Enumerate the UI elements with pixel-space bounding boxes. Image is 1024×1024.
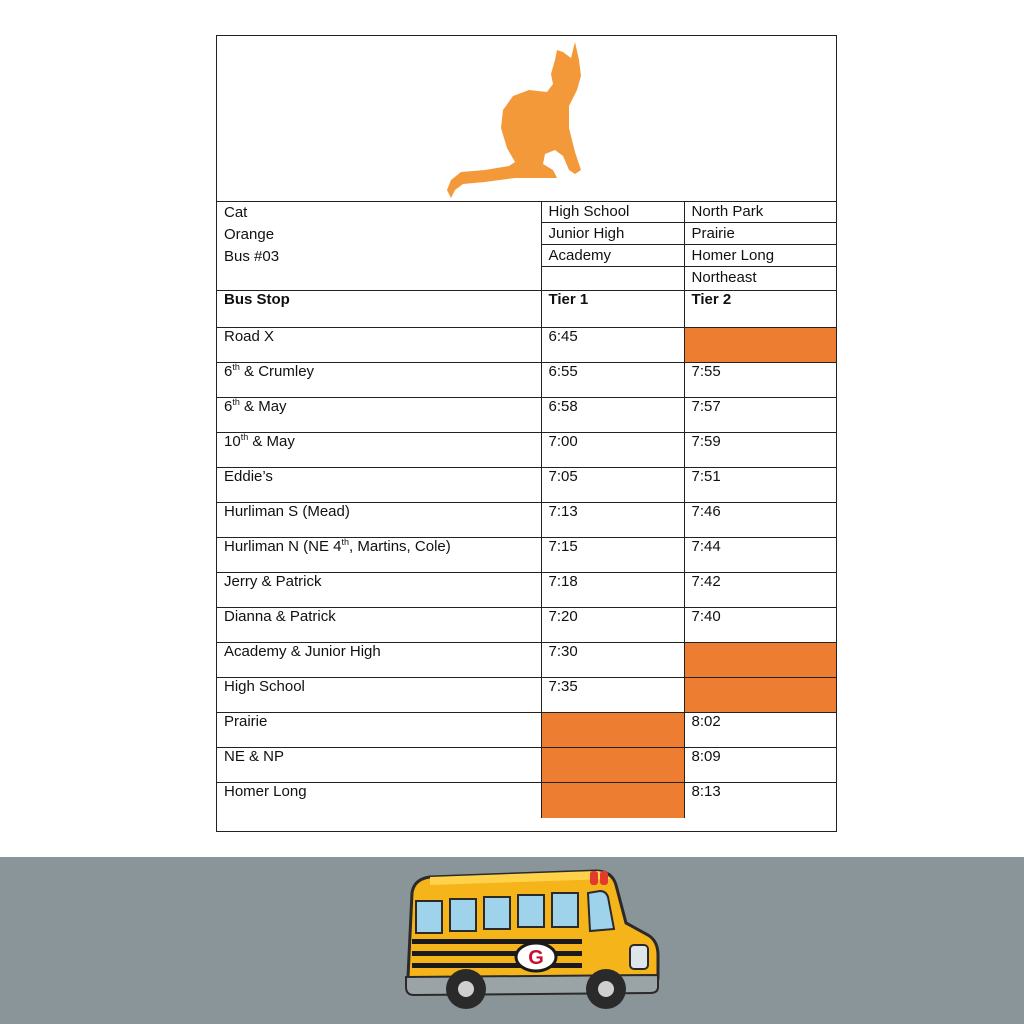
tier1-time-cell: 7:20 [541,608,684,643]
tier1-time-cell: 7:35 [541,678,684,713]
stop-row [217,398,836,433]
stop-row [217,503,836,538]
tier2-time-cell: 7:59 [684,433,836,468]
stop-name-cell: Prairie [217,713,541,748]
bus-number: Bus #03 [224,248,280,265]
stop-row [217,328,836,363]
tier1-time-cell: 6:58 [541,398,684,433]
tier1-time-cell [541,783,684,818]
stop-name-cell: Dianna & Patrick [217,608,541,643]
tier2-time-cell: 7:55 [684,363,836,398]
tier1-time-cell: 7:30 [541,643,684,678]
tier2-time-cell: 8:09 [684,748,836,783]
stop-name-cell: High School [217,678,541,713]
tier2-time-cell: 7:42 [684,573,836,608]
stop-row [217,783,836,818]
tier1-schools-cell [541,201,684,291]
stop-name-cell: 10th & May [217,433,541,468]
stop-row [217,713,836,748]
tier2-header: Tier 2 [684,291,836,328]
bus-stop-header: Bus Stop [217,291,541,328]
stop-row [217,643,836,678]
stop-row [217,608,836,643]
tier1-time-cell [541,748,684,783]
stop-name-cell: Hurliman N (NE 4th, Martins, Cole) [217,538,541,573]
tier2-time-cell: 7:51 [684,468,836,503]
tier2-time-cell: 7:46 [684,503,836,538]
tier2-time-cell [684,678,836,713]
stop-name-cell: Academy & Junior High [217,643,541,678]
tier1-time-cell: 7:05 [541,468,684,503]
stop-rows [217,328,836,818]
tier1-time-cell: 6:45 [541,328,684,363]
tier1-time-cell: 7:18 [541,573,684,608]
tier2-time-cell: 7:57 [684,398,836,433]
stop-name-cell: Road X [217,328,541,363]
tier2-time-cell: 8:13 [684,783,836,818]
route-info-cell [217,201,541,291]
tier2-school: Prairie [685,223,837,245]
schedule-table [217,201,836,818]
stop-name-cell: 6th & May [217,398,541,433]
tier1-header: Tier 1 [541,291,684,328]
stop-name-cell: 6th & Crumley [217,363,541,398]
cat-silhouette-icon [445,38,605,198]
tier1-school: Academy [542,245,684,267]
stop-name-cell: Homer Long [217,783,541,818]
tier2-time-cell [684,643,836,678]
stop-row [217,363,836,398]
route-color: Orange [224,226,275,243]
stop-name-cell: NE & NP [217,748,541,783]
tier1-time-cell: 7:15 [541,538,684,573]
bus-schedule-sheet [216,35,837,832]
tier1-school: Junior High [542,223,684,245]
stop-row [217,433,836,468]
route-info-row [217,201,836,291]
tier2-time-cell: 7:44 [684,538,836,573]
stop-name-cell: Hurliman S (Mead) [217,503,541,538]
tier2-time-cell [684,328,836,363]
route-name: Cat [224,204,248,221]
school-bus-icon [400,865,662,1015]
tier2-school: North Park [685,201,837,223]
tier1-time-cell [541,713,684,748]
tier2-time-cell: 7:40 [684,608,836,643]
stop-row [217,748,836,783]
tier2-schools-cell [684,201,836,291]
bus-logo-letter: G [528,947,544,969]
tier1-time-cell: 7:13 [541,503,684,538]
column-header-row [217,291,836,328]
stop-row [217,573,836,608]
tier2-school: Northeast [691,269,757,286]
tier2-time-cell: 8:02 [684,713,836,748]
stop-name-cell: Jerry & Patrick [217,573,541,608]
tier1-time-cell: 7:00 [541,433,684,468]
tier2-school: Homer Long [685,245,837,267]
tier1-time-cell: 6:55 [541,363,684,398]
stop-row [217,468,836,503]
stop-row [217,538,836,573]
stop-name-cell: Eddie’s [217,468,541,503]
route-mascot-box [217,36,836,202]
stop-row [217,678,836,713]
tier1-school: High School [542,201,684,223]
